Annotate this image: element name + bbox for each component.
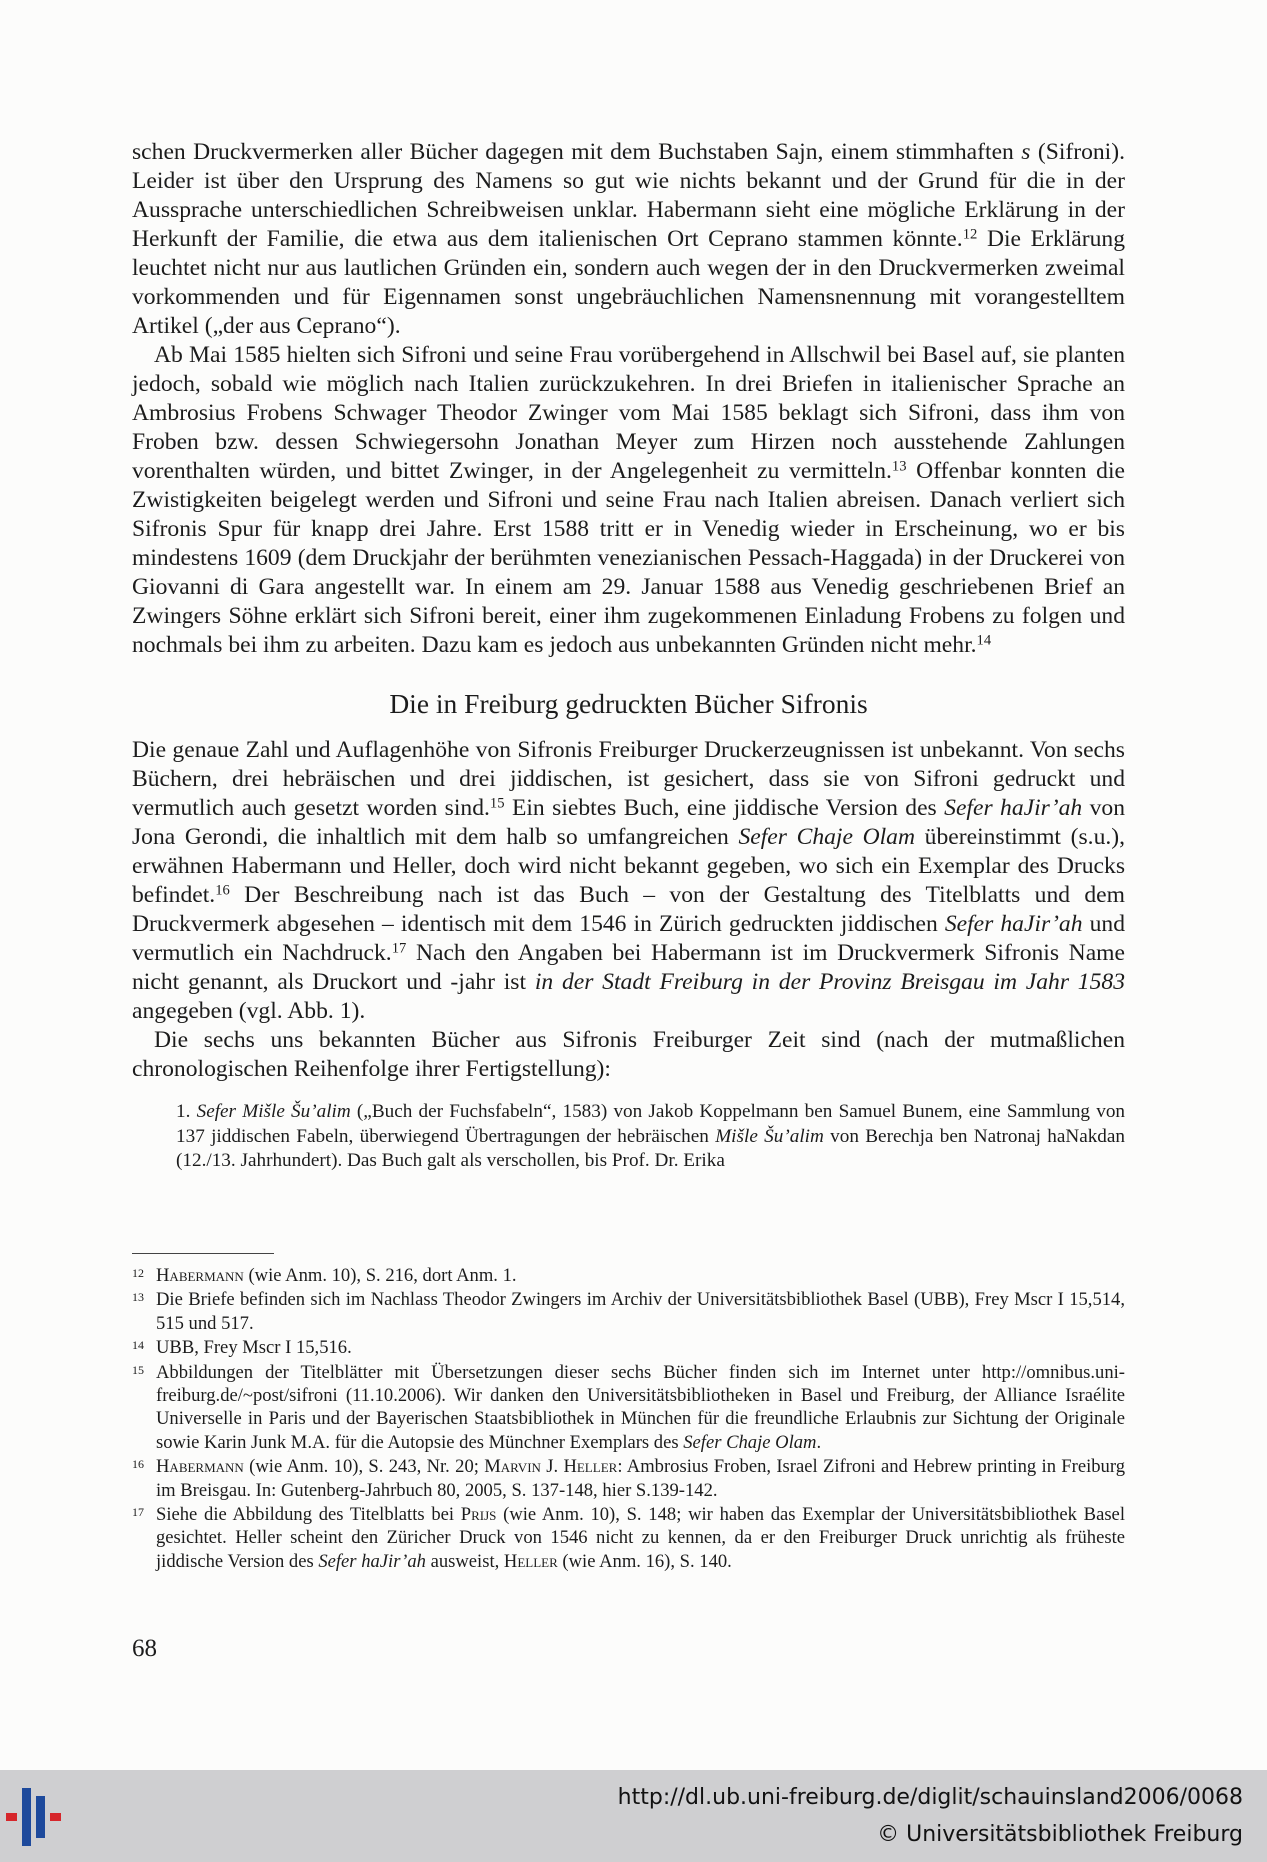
- footnote-ref-13[interactable]: 13: [891, 458, 907, 475]
- footnote-13: 13 Die Briefe befinden sich im Nachlass Theodor Zwingers im Archiv der Universitätsbibliothek Basel (UBB), Frey Mscr I 15,514, 515 und 517.: [132, 1289, 1125, 1334]
- list-item: 1. Sefer Mišle Šu’alim („Buch der Fuchsfabeln“, 1583) von Jakob Koppelmann ben Samuel Bunem, eine Sammlung von 137 jiddischen Fabeln, überwiegend Übertragungen der hebräischen Mišle Šu’alim von Berechja ben Natronaj haNakdan (12./13. Jahrhundert). Das Buch galt als verschollen, bis Prof. Dr. Erika: [176, 1101, 1126, 1172]
- footnote-ref-17[interactable]: 17: [391, 940, 407, 957]
- footnote-12: 12 Habermann (wie Anm. 10), S. 216, dort Anm. 1.: [132, 1265, 517, 1286]
- paragraph-2: Ab Mai 1585 hielten sich Sifroni und seine Frau vorübergehend in Allschwil bei Basel auf, sie planten jedoch, sobald wie möglich nach Italien zurückzukehren. In drei Briefen in italienischer Sprache an Ambrosius Frobens Schwager Theodor Zwinger vom Mai 1585 beklagt sich Sifroni, dass ihm von Froben bzw. dessen Schwiegersohn Jonathan Meyer zum Hirzen noch ausstehende Zahlungen vorenthalten würden, und bittet Zwinger, in der Angelegenheit zu vermitteln.$^{13}$ Offenbar konnten die Zwistigkeiten beigelegt werden und Sifroni und seine Frau nach Italien abreisen. Danach verliert sich Sifronis Spur für knapp drei Jahre. Erst 1588 tritt er in Venedig wieder in Erscheinung, wo er bis mindestens 1609 (dem Druckjahr der berühmten venezianischen Pessach-Haggada) in der Druckerei von Giovanni di Gara angestellt war. In einem am 29. Januar 1588 aus Venedig geschriebenen Brief an Zwingers Söhne erklärt sich Sifroni bereit, einer ihm zugekommenen Einladung Frobens zu folgen und nochmals bei ihm zu arbeiten. Dazu kam es jedoch aus unbekannten Gründen nicht mehr.$^{14}$: [132, 342, 1125, 658]
- paragraph-1: schen Druckvermerken aller Bücher dagegen mit dem Buchstaben Sajn, einem stimmhaften s (Sifroni). Leider ist über den Ursprung des Namens so gut wie nichts bekannt und der Grund für die in der Aussprache unterschiedlichen Schreibweisen unklar. Habermann sieht eine mögliche Erklärung in der Herkunft der Familie, die etwa aus dem italienischen Ort Ceprano stammen könnte.$^{12}$ Die Erklärung leuchtet nicht nur aus lautlichen Gründen ein, sondern auch wegen der in den Druckvermerken zweimal vorkommenden und für Eigennamen sonst ungebräuchlichen Namensnennung mit vorangestelltem Artikel („der aus Ceprano“).: [132, 139, 1126, 339]
- footnote-14: 14 UBB, Frey Mscr I 15,516.: [132, 1337, 352, 1359]
- main-text: [132, 138, 1125, 1174]
- paragraph-3: Die genaue Zahl und Auflagenhöhe von Sifronis Freiburger Druckerzeugnissen ist unbekannt. Von sechs Büchern, drei hebräischen und drei jiddischen, ist gesichert, dass sie von Sifroni gedruckt und vermutlich auch gesetzt worden sind.$^{15}$ Ein siebtes Buch, eine jiddische Version des Sefer haJir’ah von Jona Gerondi, die inhaltlich mit dem halb so umfangreichen Sefer Chaje Olam übereinstimmt (s.u.), erwähnen Habermann und Heller, doch wird nicht bekannt gegeben, wo sich ein Exemplar des Drucks befindet.$^{16}$ Der Beschreibung nach ist das Buch – von der Gestaltung des Titelblatts und dem Druckvermerk abgesehen – identisch mit dem 1546 in Zürich gedruckten jiddischen Sefer haJir’ah und vermutlich ein Nachdruck.$^{17}$ Nach den Angaben bei Habermann ist im Druckvermerk Sifronis Name nicht genannt, als Druckort und -jahr ist in der Stadt Freiburg in der Provinz Breisgau im Jahr 1583 angegeben (vgl. Abb. 1).: [132, 737, 1126, 1024]
- footnote-divider: [132, 1253, 274, 1254]
- footnote-17: 17 Siehe die Abbildung des Titelblatts bei Prijs (wie Anm. 10), S. 148; wir haben das Exemplar der Universitätsbibliothek Basel gesichtet. Heller scheint den Züricher Druck von 1546 nicht zu kennen, da er den Freiburger Druck unrichtig als früheste jiddische Version des Sefer haJir’ah ausweist, Heller (wie Anm. 16), S. 140.: [132, 1504, 1125, 1572]
- footnotes: [132, 1253, 1125, 1574]
- book-list: [132, 1100, 1125, 1174]
- copyright-notice: © Universitätsbibliothek Freiburg: [877, 1822, 1243, 1847]
- footnote-16: 16 Habermann (wie Anm. 10), S. 243, Nr. 20; Marvin J. Heller: Ambrosius Froben, Israel Zifroni and Hebrew printing in Freiburg im Breisgau. In: Gutenberg-Jahrbuch 80, 2005, S. 137-148, hier S.139-142.: [132, 1456, 1126, 1501]
- footnote-ref-14[interactable]: 14: [976, 632, 992, 649]
- permalink-url[interactable]: http://dl.ub.uni-freiburg.de/diglit/schauinsland2006/0068: [617, 1785, 1243, 1810]
- footnote-15: 15 Abbildungen der Titelblätter mit Übersetzungen dieser sechs Bücher finden sich im Internet unter http://omnibus.uni-freiburg.de/~post/sifroni (11.10.2006). Wir danken den Universitätsbibliotheken in Basel und Freiburg, der Alliance Israélite Universelle in Paris und der Bayerischen Staatsbibliothek in München für die freundliche Erlaubnis zur Sichtung der Originale sowie Karin Junk M.A. für die Autopsie des Münchner Exemplars des Sefer Chaje Olam.: [132, 1361, 1125, 1453]
- section-heading: Die in Freiburg gedruckten Bücher Sifronis: [389, 688, 868, 719]
- viewer-footer: [0, 1770, 1267, 1862]
- footnote-ref-15[interactable]: 15: [489, 795, 505, 812]
- ub-freiburg-logo-icon[interactable]: [0, 1788, 90, 1846]
- footnote-ref-12[interactable]: 12: [962, 226, 978, 243]
- page-number: 68: [132, 1635, 157, 1662]
- footnote-ref-16[interactable]: 16: [215, 882, 230, 899]
- paragraph-4: Die sechs uns bekannten Bücher aus Sifronis Freiburger Zeit sind (nach der mutmaßlichen chronologischen Reihenfolge ihrer Fertigstellung):: [132, 1027, 1125, 1082]
